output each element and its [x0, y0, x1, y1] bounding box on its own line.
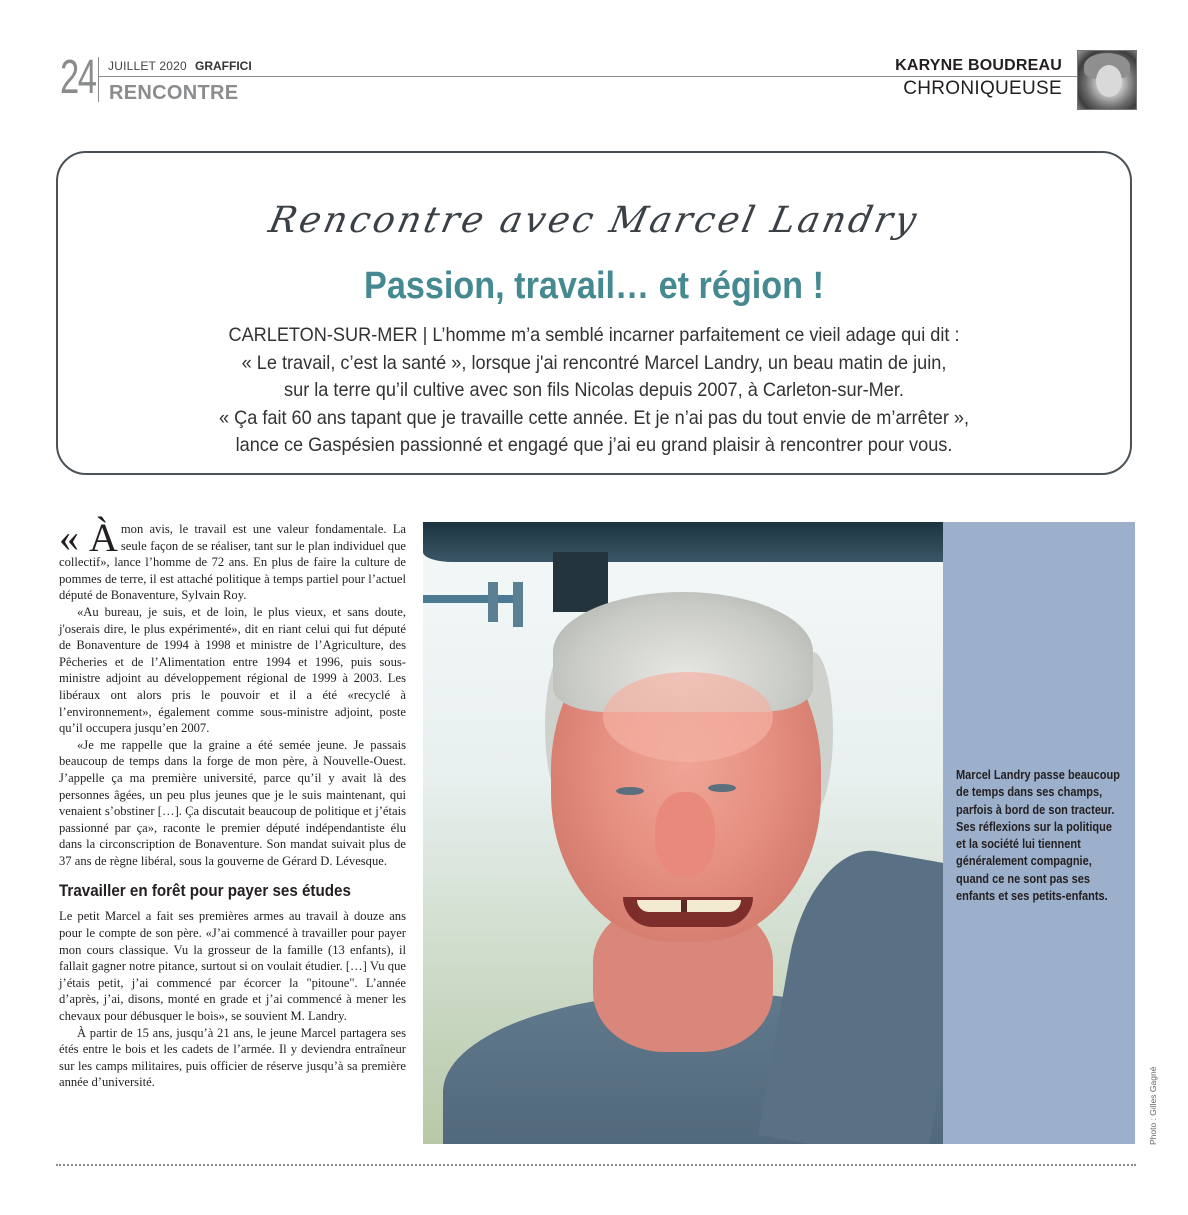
tooth-gap	[681, 900, 687, 912]
teeth	[637, 900, 741, 912]
eye	[616, 787, 644, 795]
lead-line: « Ça fait 60 ans tapant que je travaille cette année. Et je n’ai pas du tout envie de m’arrêter »,	[218, 406, 970, 429]
author-name: KARYNE BOUDREAU	[895, 57, 1062, 74]
tractor-cab-bar	[423, 595, 518, 603]
subheading: Travailler en forêt pour payer ses études	[59, 882, 351, 901]
author-photo-face	[1096, 65, 1122, 97]
dropcap: « À	[59, 515, 118, 560]
bottom-dotted-rule	[56, 1164, 1136, 1166]
article-paragraph	[59, 515, 406, 604]
section-title: RENCONTRE	[109, 82, 239, 104]
cab-clip	[513, 582, 523, 627]
caption-line: Marcel Landry passe beaucoup	[956, 767, 1120, 782]
caption-line: de temps dans ses champs,	[956, 784, 1103, 800]
author-role: CHRONIQUEUSE	[903, 78, 1062, 99]
paragraph-text: mon avis, le travail est une valeur fondamentale. La seule façon de se réaliser, tant sur le plan individuel que collectif», lance l’homme de 72 ans. En plus de faire la culture de pommes de terre, il est attaché politique à temps partiel pour l’actuel député de Bonaventure, Sylvain Roy.	[59, 522, 406, 603]
nose	[655, 792, 715, 877]
forehead-highlight	[603, 672, 773, 762]
header-divider-vertical	[98, 57, 99, 102]
issue-date: JUILLET 2020	[108, 59, 187, 73]
article-body	[59, 515, 406, 1091]
caption-line: et la société lui tiennent	[956, 836, 1081, 852]
article-paragraph: «Au bureau, je suis, et de loin, le plus vieux, et sans doute, j'oserais dire, le plus expérimenté», dit en riant celui qui fut député de Bonaventure de 1994 à 1998 et ministre de l’Agriculture, des Pêcheries et de l’Alimentation entre 1994 et 1996, puis sous-ministre adjoint au développement régional de 1999 à 2003. Les libéraux ont alors pris le pouvoir et il a été «recyclé à l’environnement», également comme sous-ministre adjoint, poste qu’il occupera jusqu’en 2007.	[59, 604, 406, 736]
cab-mount	[553, 552, 608, 612]
tractor-cab-roof	[423, 522, 943, 562]
photo-credit: Photo : Gilles Gagné	[1148, 1066, 1158, 1145]
headline: Passion, travail… et région !	[364, 265, 824, 307]
lead-line: sur la terre qu’il cultive avec son fils Nicolas depuis 2007, à Carleton-sur-Mer.	[284, 379, 904, 401]
lead-line: « Le travail, c’est la santé », lorsque j'ai rencontré Marcel Landry, un beau matin de juin,	[241, 351, 947, 374]
eye	[708, 784, 736, 792]
lead-paragraph	[172, 322, 1016, 460]
portrait-photo	[423, 522, 943, 1144]
article-paragraph: Le petit Marcel a fait ses premières armes au travail à douze ans pour le compte de son père. «J’ai commencé à travailler pour payer mon cours classique. Vu la grosseur de la famille (13 enfants), il fallait gagner notre pitance, surtout si on voulait étudier. […] Vu que j’étais petit, j’ai commencé par écorcer la "pitoune". L’année d’après, j’ai, disons, monté en grade et j’ai commencé à mener les chevaux pour débusquer le bois», se souvient M. Landry.	[59, 909, 406, 1024]
caption-line: quand ce ne sont pas ses	[956, 870, 1090, 886]
caption-line: parfois à bord de son tracteur.	[956, 801, 1115, 817]
caption-line: Ses réflexions sur la politique	[956, 818, 1112, 834]
lead-line: CARLETON-SUR-MER | L’homme m’a semblé incarner parfaitement ce vieil adage qui dit :	[228, 324, 960, 346]
publication-name: GRAFFICI	[195, 59, 252, 73]
header-divider-horizontal	[98, 76, 1078, 77]
article-paragraph: À partir de 15 ans, jusqu’à 21 ans, le jeune Marcel partagera ses étés entre le bois et les cadets de l’armée. Il y deviendra entraîneur sur les camps militaires, puis officier de réserve jusqu’à sa première année d’université.	[59, 1025, 406, 1090]
caption-line: généralement compagnie,	[956, 853, 1092, 869]
kicker-script-title: Rencontre avec Marcel Landry	[265, 200, 923, 241]
author-photo	[1077, 50, 1137, 110]
photo-caption	[956, 766, 1120, 904]
article-paragraph: «Je me rappelle que la graine a été semée jeune. Je passais beaucoup de temps dans la forge de mon père, à Nouvelle-Ouest. J’appelle ça ma première université, parce qu’il y avait là des personnes âgées, un peu plus jeunes que je le suis maintenant, qui venaient s’obstiner […]. Ça discutait beaucoup de politique et j’étais passionné par ça», raconte le premier député indépendantiste élu dans la circonscription de Bonaventure. Son mandat suivait plus de 37 ans de règne libéral, sous la gouverne de Gérard D. Lévesque.	[59, 737, 406, 868]
page-number: 24	[60, 51, 96, 104]
caption-line: enfants et ses petits-enfants.	[956, 888, 1108, 904]
lead-line: lance ce Gaspésien passionné et engagé que j’ai eu grand plaisir à rencontrer pour vous.	[235, 434, 953, 456]
cab-clip	[488, 582, 498, 622]
